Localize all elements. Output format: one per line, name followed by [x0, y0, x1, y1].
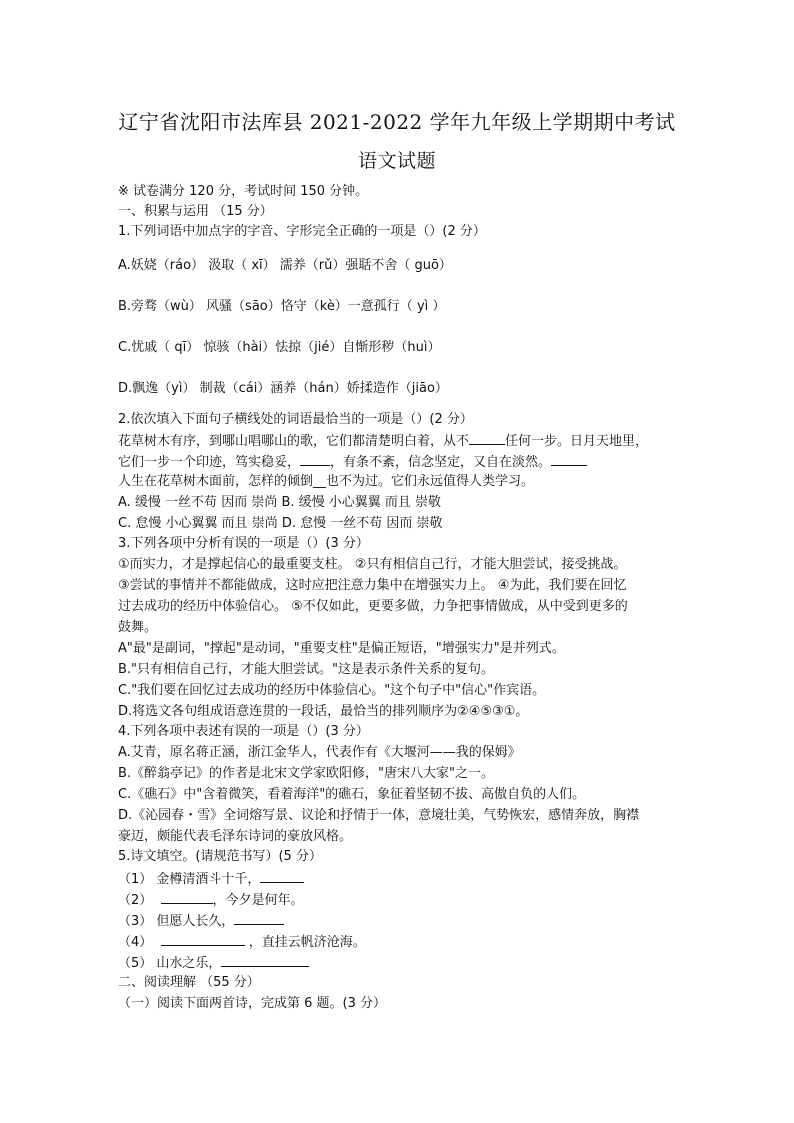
q4-option-b: B.《醉翁亭记》的作者是北宋文学家欧阳修，"唐宋八大家"之一。	[118, 766, 495, 781]
q3-option-c: C."我们要在回忆过去成功的经历中体验信心。"这个句子中"信心"作宾语。	[118, 683, 546, 698]
q1-option-a: A.妖娆（ráo） 汲取（ xī） 濡养（rǔ）强聒不舍（ guō）	[118, 258, 452, 273]
q2-options-cd: C. 怠慢 小心翼翼 而且 崇尚 D. 怠慢 一丝不苟 因而 崇敬	[118, 516, 443, 531]
fill-blank	[234, 912, 284, 925]
fill-blank	[469, 432, 505, 445]
q3-passage-line-1: ①而实力，才是撑起信心的最重要支柱。 ②只有相信自己行，才能大胆尝试，接受挑战。	[118, 557, 627, 572]
q2-stem: 2.依次填入下面句子横线处的词语最恰当的一项是（）(2 分）	[118, 412, 473, 427]
fill-blank	[300, 453, 330, 466]
q5-item-1: （1） 金樽清酒斗十千，	[118, 870, 688, 888]
q4-option-d-line-1: D.《沁园春・雪》全词熔写景、议论和抒情于一体，意境壮美，气势恢宏，感情奔放，胸襟	[118, 808, 640, 823]
q1-option-d: D.飘逸（yì） 制裁（cái）涵养（hán）娇揉造作（jiāo）	[118, 381, 448, 396]
q4-stem: 4.下列各项中表述有误的一项是（）(3 分）	[118, 724, 369, 739]
q4-option-c: C.《礁石》中"含着微笑，看着海洋"的礁石，象征着坚韧不拔、高傲自负的人们。	[118, 787, 586, 802]
q3-option-a: A"最"是副词，"撑起"是动词，"重要支柱"是偏正短语，"增强实力"是并列式。	[118, 641, 565, 656]
q2-passage-line-1: 花草树木有序，到哪山唱哪山的歌，它们都清楚明白着，从不 任何一步。日月天地里，	[118, 434, 649, 449]
section-heading-1: 一、积累与运用 （15 分）	[118, 204, 273, 219]
q5-item-2: （2） ，今夕是何年。	[118, 893, 304, 908]
fill-blank	[551, 453, 587, 466]
exam-note: ※ 试卷满分 120 分，考试时间 150 分钟。	[118, 184, 369, 199]
q3-option-d: D.将选文各句组成语意连贯的一段话，最恰当的排列顺序为②④⑤③①。	[118, 704, 529, 719]
q3-passage-line-2: ③尝试的事情并不都能做成，这时应把注意力集中在增强实力上。 ④为此，我们要在回忆	[118, 578, 627, 593]
q5-item-4: （4） ，直挂云帆济沧海。	[118, 935, 366, 950]
q3-option-b: B."只有相信自己行，才能大胆尝试。"这是表示条件关系的复句。	[118, 662, 495, 677]
section-heading-2: 二、阅读理解 （55 分）	[118, 975, 260, 990]
page-subtitle: 语文试题	[357, 150, 436, 172]
q1-option-c: C.忧戚（ qī） 惊骇（hài）怯掠（jié）自惭形秽（huì）	[118, 340, 441, 355]
fill-blank	[260, 870, 304, 883]
q5-item-5: （5） 山水之乐，	[118, 954, 688, 972]
reading-part-1-intro: （一）阅读下面两首诗，完成第 6 题。(3 分）	[118, 996, 387, 1011]
page-title: 辽宁省沈阳市法库县 2021-2022 学年九年级上学期期中考试	[118, 110, 676, 134]
q2-passage-line-3: 人生在花草树木面前，怎样的倾倒__也不为过。它们永远值得人类学习。	[118, 474, 535, 489]
q4-option-a: A.艾青，原名蒋正涵，浙江金华人，代表作有《大堰河——我的保姆》	[118, 745, 521, 760]
q5-item-3: （3） 但愿人长久，	[118, 912, 688, 930]
fill-blank	[221, 954, 309, 967]
q1-stem: 1.下列词语中加点字的字音、字形完全正确的一项是（）(2 分）	[118, 224, 486, 239]
q3-passage-line-3: 过去成功的经历中体验信心。 ⑤不仅如此，更要多做，力争把事情做成，从中受到更多的	[118, 599, 628, 614]
q3-passage-line-4: 鼓舞。	[118, 620, 158, 635]
q3-stem: 3.下列各项中分析有误的一项是（）(3 分）	[118, 536, 369, 551]
q2-options-ab: A. 缓慢 一丝不苟 因而 崇尚 B. 缓慢 小心翼翼 而且 崇敬	[118, 495, 442, 510]
q2-passage-line-2: 它们一步一个印迹，笃实稳妥， ，有条不紊，信念坚定，又自在淡然。	[118, 453, 688, 471]
fill-blank	[161, 891, 213, 904]
q1-option-b: B.旁骛（wù） 风骚（sāo）恪守（kè）一意孤行（ yì ）	[118, 299, 446, 314]
q5-stem: 5.诗文填空。(请规范书写）(5 分）	[118, 849, 322, 864]
q4-option-d-line-2: 豪迈，颇能代表毛泽东诗词的豪放风格。	[118, 829, 353, 844]
fill-blank	[161, 933, 245, 946]
